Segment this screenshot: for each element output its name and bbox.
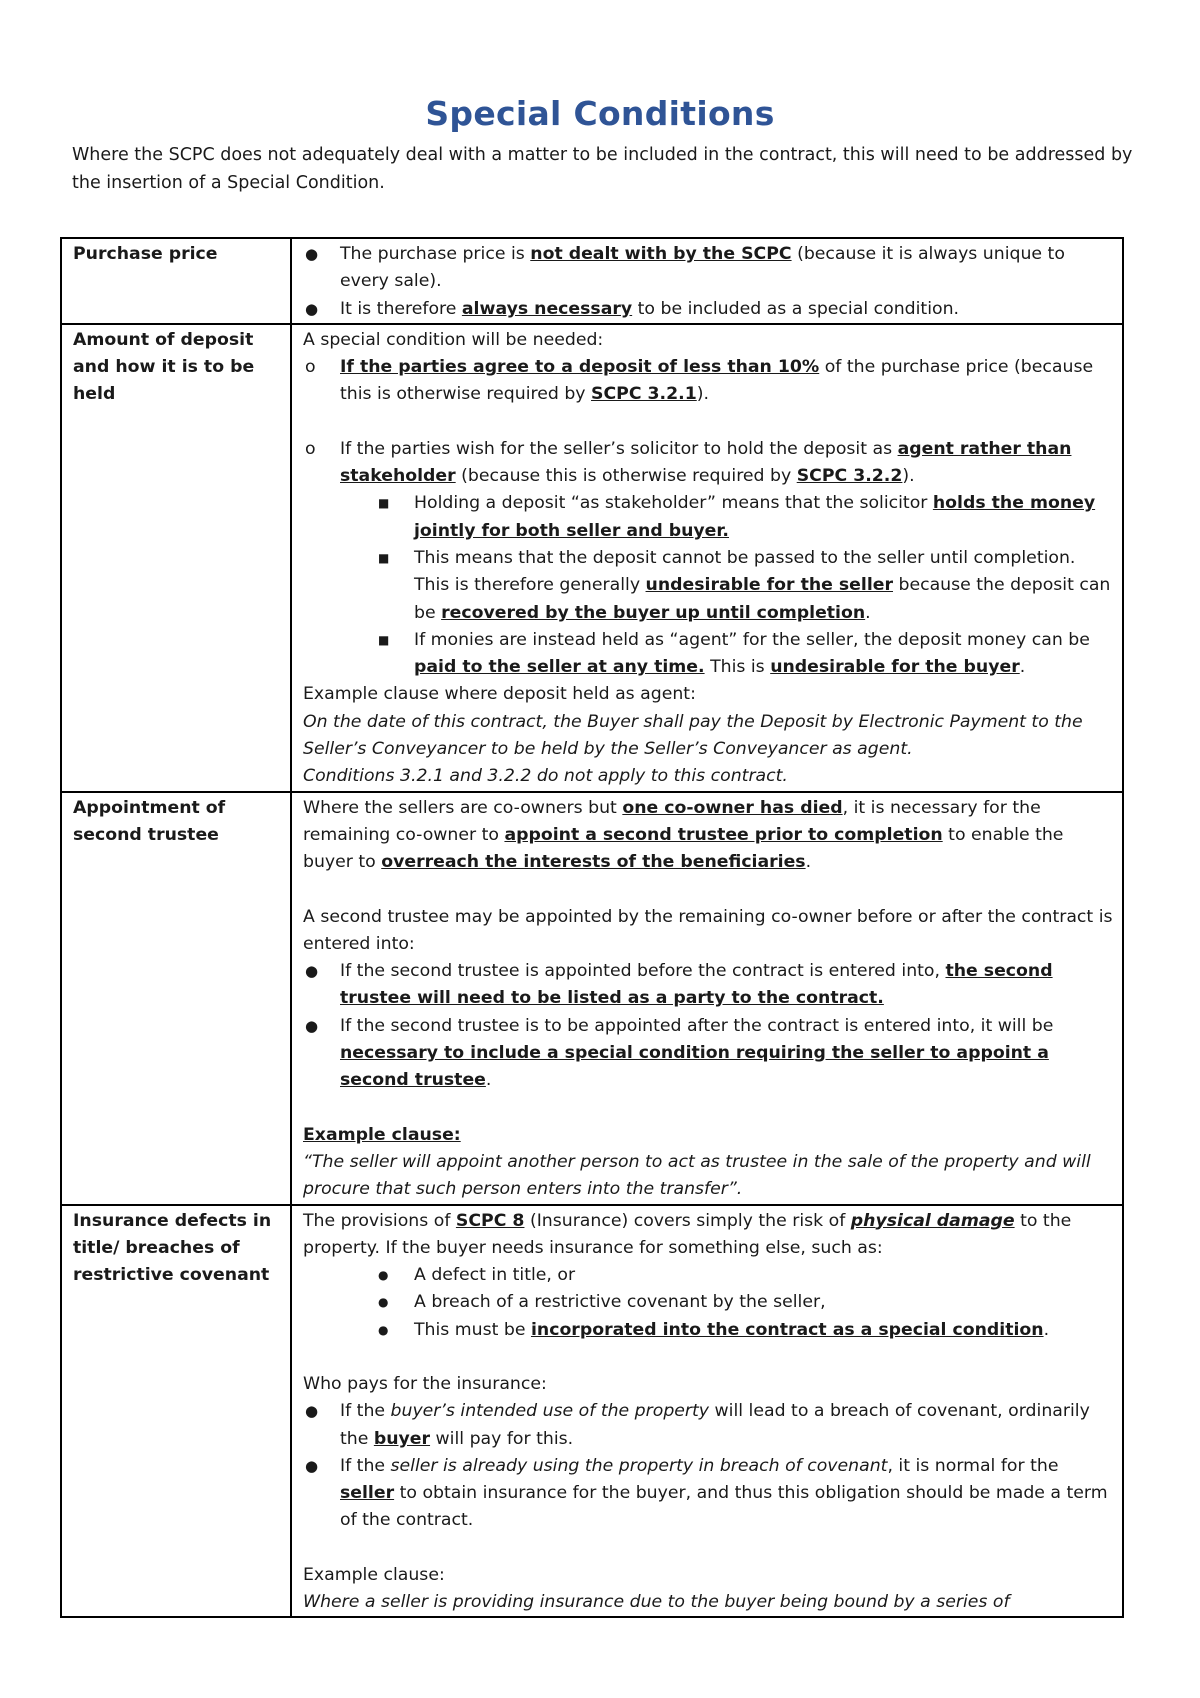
bullet-icon: ●: [305, 1456, 319, 1475]
row-content: [291, 238, 1123, 324]
square-bullet-icon: ■: [378, 496, 390, 511]
row-label: Purchase price: [61, 238, 291, 324]
bullet-icon: ●: [305, 1016, 319, 1035]
list-item: ■ If monies are instead held as “agent” for the seller, the deposit money can be paid to the seller at any time. This is undesirable for the buyer.: [303, 627, 1114, 682]
circle-bullet-icon: o: [305, 438, 316, 459]
page-title: Special Conditions: [425, 94, 775, 133]
bullet-icon: ●: [305, 245, 319, 263]
bullet-icon: ●: [305, 1402, 319, 1421]
conditions-table: [60, 237, 1124, 1618]
row-content: Where the sellers are co-owners but one co-owner has died, it is necessary for the remaining co-owner to appoint a second trustee prior to completion to enable the buyer to overreach the interests of the beneficiaries. A second trustee may be appointed by the remaining co-owner before or after the contract is entered into: ● If the second trustee is appointed before the contract is entered into, the second trustee will need to be listed as a party to the contract. ● If the second trustee is to be appointed after the contract is entered into, it will be necessary to include a special condition requiring the seller to appoint a second trustee. Example clause: “The seller will appoint another person to act as trustee in the sale of the property and will procure that such person enters into the transfer”.: [291, 792, 1123, 1205]
table-row: [61, 792, 1123, 1205]
bullet-icon: ●: [305, 962, 319, 981]
row-label: Appointment of second trustee: [61, 792, 291, 1205]
list-item: ● If the seller is already using the property in breach of covenant, it is normal for the seller to obtain insurance for the buyer, and thus this obligation should be made a term of the contract.: [303, 1453, 1114, 1535]
list-item: o If the parties agree to a deposit of less than 10% of the purchase price (because this is otherwise required by SCPC 3.2.1).: [303, 354, 1114, 409]
list-item: ● A breach of a restrictive covenant by the seller,: [303, 1289, 1114, 1316]
bullet-icon: ●: [378, 1268, 389, 1283]
table-row: [61, 324, 1123, 792]
list-item: ● It is therefore always necessary to be included as a special condition.: [303, 296, 1114, 323]
bullet-icon: ●: [305, 299, 319, 318]
circle-bullet-icon: o: [305, 357, 316, 378]
list-item: ● If the second trustee is to be appointed after the contract is entered into, it will be necessary to include a special condition requiring the seller to appoint a second trustee.: [303, 1013, 1114, 1095]
list-item: ● This must be incorporated into the contract as a special condition.: [303, 1317, 1114, 1344]
list-item: o If the parties wish for the seller’s solicitor to hold the deposit as agent rather than stakeholder (because this is otherwise required by SCPC 3.2.2).: [303, 436, 1114, 491]
square-bullet-icon: ■: [378, 632, 390, 647]
bullet-icon: ●: [378, 1295, 389, 1310]
list-item: ● If the second trustee is appointed before the contract is entered into, the second trustee will need to be listed as a party to the contract.: [303, 958, 1114, 1013]
list-item: ● If the buyer’s intended use of the property will lead to a breach of covenant, ordinarily the buyer will pay for this.: [303, 1398, 1114, 1453]
intro-paragraph: Where the SCPC does not adequately deal with a matter to be included in the contract, this will need to be addressed by the insertion of a Special Condition.: [72, 145, 1133, 193]
bullet-icon: ●: [378, 1322, 389, 1337]
table-row: [61, 238, 1123, 324]
table-row: [61, 1205, 1123, 1618]
row-label: Amount of deposit and how it is to be held: [61, 324, 291, 792]
square-bullet-icon: ■: [378, 550, 390, 565]
list-item: ● The purchase price is not dealt with by the SCPC (because it is always unique to every sale).: [303, 241, 1114, 296]
row-content: A special condition will be needed: o If the parties agree to a deposit of less than 10% of the purchase price (because this is otherwise required by SCPC 3.2.1). o If the parties wish for the seller’s solicitor to hold the deposit as agent rather than stakeholder (because this is otherwise required by SCPC 3.2.2). ■ Holding a deposit “as stakeholder” means that the solicitor holds the money jointly for both seller and buyer. ■ This means that the deposit cannot be passed to the seller until completion. This is therefore generally undesirable for the seller because the deposit can be recovered by the buyer up until completion. ■ If monies are instead held as “agent” for the seller, the deposit money can be paid to the seller at any time. This is undesirable for the buyer. Example clause where deposit held as agent: On the date of this contract, the Buyer shall pay the Deposit by Electronic Payment to the Seller’s Conveyancer to be held by the Seller’s Conveyancer as agent. Conditions 3.2.1 and 3.2.2 do not apply to this contract.: [291, 324, 1123, 792]
list-item: ■ This means that the deposit cannot be passed to the seller until completion. This is therefore generally undesirable for the seller because the deposit can be recovered by the buyer up until completion.: [303, 545, 1114, 627]
row-label: Insurance defects in title/ breaches of restrictive covenant: [61, 1205, 291, 1618]
list-item: ● A defect in title, or: [303, 1262, 1114, 1289]
list-item: ■ Holding a deposit “as stakeholder” means that the solicitor holds the money jointly for both seller and buyer.: [303, 490, 1114, 545]
row-content: The provisions of SCPC 8 (Insurance) covers simply the risk of physical damage to the property. If the buyer needs insurance for something else, such as: ● A defect in title, or ● A breach of a restrictive covenant by the seller, ● This must be incorporated into the contract as a special condition. Who pays for the insurance: ● If the buyer’s intended use of the property will lead to a breach of covenant, ordinarily the buyer will pay for this. ● If the seller is already using the property in breach of covenant, it is normal for the seller to obtain insurance for the buyer, and thus this obligation should be made a term of the contract. Example clause: Where a seller is providing insurance due to the buyer being bound by a series of: [291, 1205, 1123, 1618]
